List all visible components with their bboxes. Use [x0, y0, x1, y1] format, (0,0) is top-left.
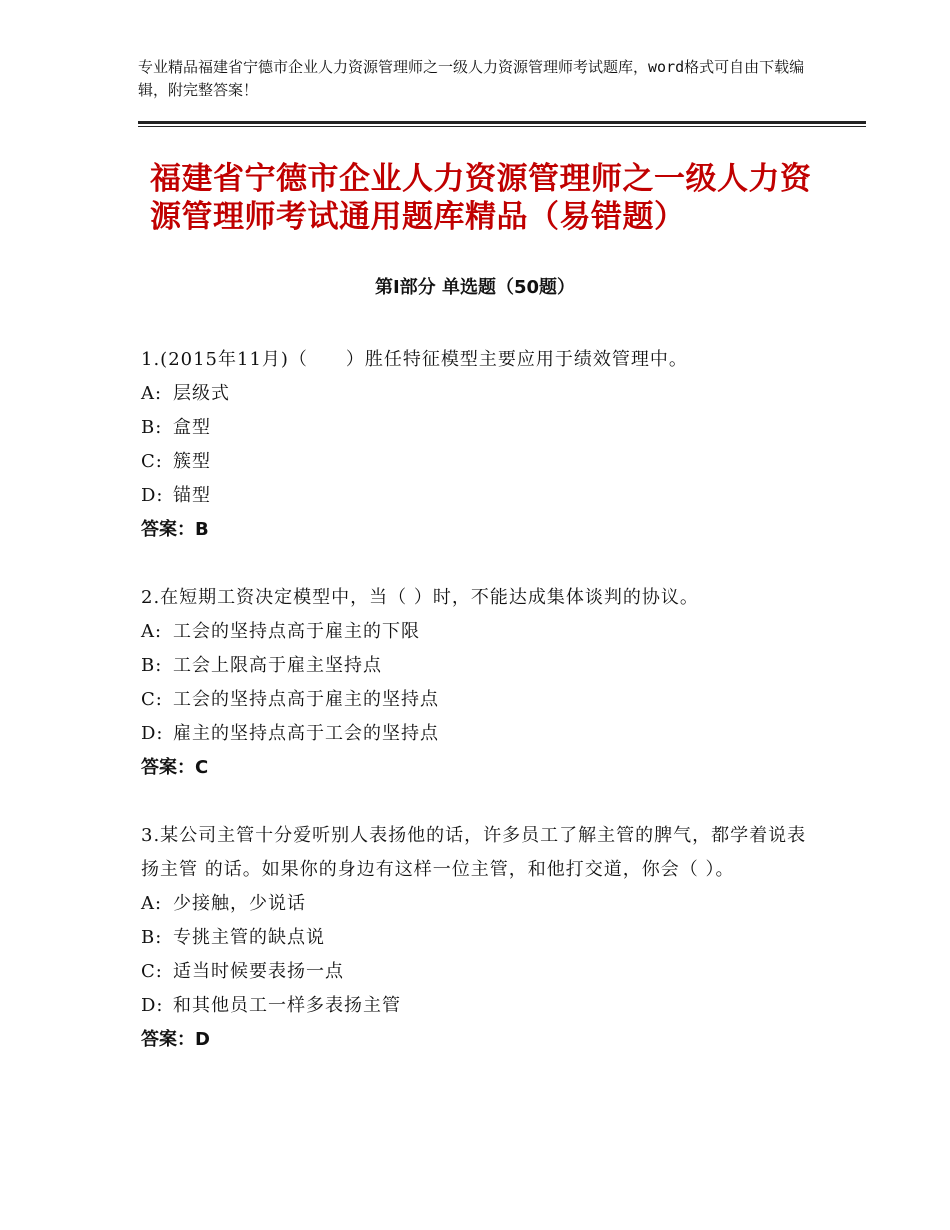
option-text: 工会的坚持点高于雇主的坚持点 [173, 689, 439, 710]
question-stem: 2.在短期工资决定模型中，当（ ）时，不能达成集体谈判的协议。 [141, 587, 699, 608]
option-text: 适当时候要表扬一点 [173, 961, 344, 982]
option-key: B: [141, 927, 163, 948]
option-c [141, 445, 821, 479]
answer-line: 答案：C [141, 757, 209, 778]
option-c [141, 955, 821, 989]
option-text: 簇型 [173, 451, 211, 472]
option-text: 锚型 [173, 485, 211, 506]
question-list [141, 343, 821, 1091]
section-heading: 第Ⅰ部分 单选题（50题） [374, 277, 575, 298]
question-item [141, 343, 821, 547]
option-d [141, 479, 821, 513]
option-text: 雇主的坚持点高于工会的坚持点 [173, 723, 439, 744]
option-text: 专挑主管的缺点说 [173, 927, 325, 948]
option-text: 工会上限高于雇主坚持点 [173, 655, 382, 676]
option-text: 和其他员工一样多表扬主管 [173, 995, 401, 1016]
document-title: 福建省宁德市企业人力资源管理师之一级人力资源管理师考试通用题库精品（易错题） [150, 161, 812, 235]
option-text: 工会的坚持点高于雇主的下限 [173, 621, 420, 642]
option-d [141, 717, 821, 751]
option-key: C: [141, 451, 163, 472]
option-b [141, 649, 821, 683]
option-text: 少接触，少说话 [173, 893, 306, 914]
option-b [141, 921, 821, 955]
option-key: C: [141, 689, 163, 710]
option-key: C: [141, 961, 163, 982]
option-key: B: [141, 655, 163, 676]
header-divider-thick [138, 121, 866, 124]
option-a [141, 377, 821, 411]
option-a [141, 615, 821, 649]
option-key: A: [141, 621, 163, 642]
option-key: B: [141, 417, 163, 438]
option-c [141, 683, 821, 717]
option-text: 盒型 [173, 417, 211, 438]
option-b [141, 411, 821, 445]
header-note: 专业精品福建省宁德市企业人力资源管理师之一级人力资源管理师考试题库，word格式可自由下载编辑，附完整答案！ [138, 58, 805, 99]
option-text: 层级式 [173, 383, 230, 404]
option-key: D: [141, 995, 164, 1016]
option-key: D: [141, 723, 164, 744]
option-d [141, 989, 821, 1023]
question-stem: 3.某公司主管十分爱听别人表扬他的话，许多员工了解主管的脾气，都学着说表扬主管 的话。如果你的身边有这样一位主管，和他打交道，你会（ ）。 [141, 825, 807, 880]
option-key: D: [141, 485, 164, 506]
question-item [141, 581, 821, 785]
question-item [141, 819, 821, 1057]
option-key: A: [141, 893, 163, 914]
answer-line: 答案：D [141, 1029, 210, 1050]
option-key: A: [141, 383, 163, 404]
question-stem: 1.(2015年11月)（ ）胜任特征模型主要应用于绩效管理中。 [141, 349, 688, 370]
option-a [141, 887, 821, 921]
answer-line: 答案：B [141, 519, 209, 540]
header-divider-thin [138, 126, 866, 127]
